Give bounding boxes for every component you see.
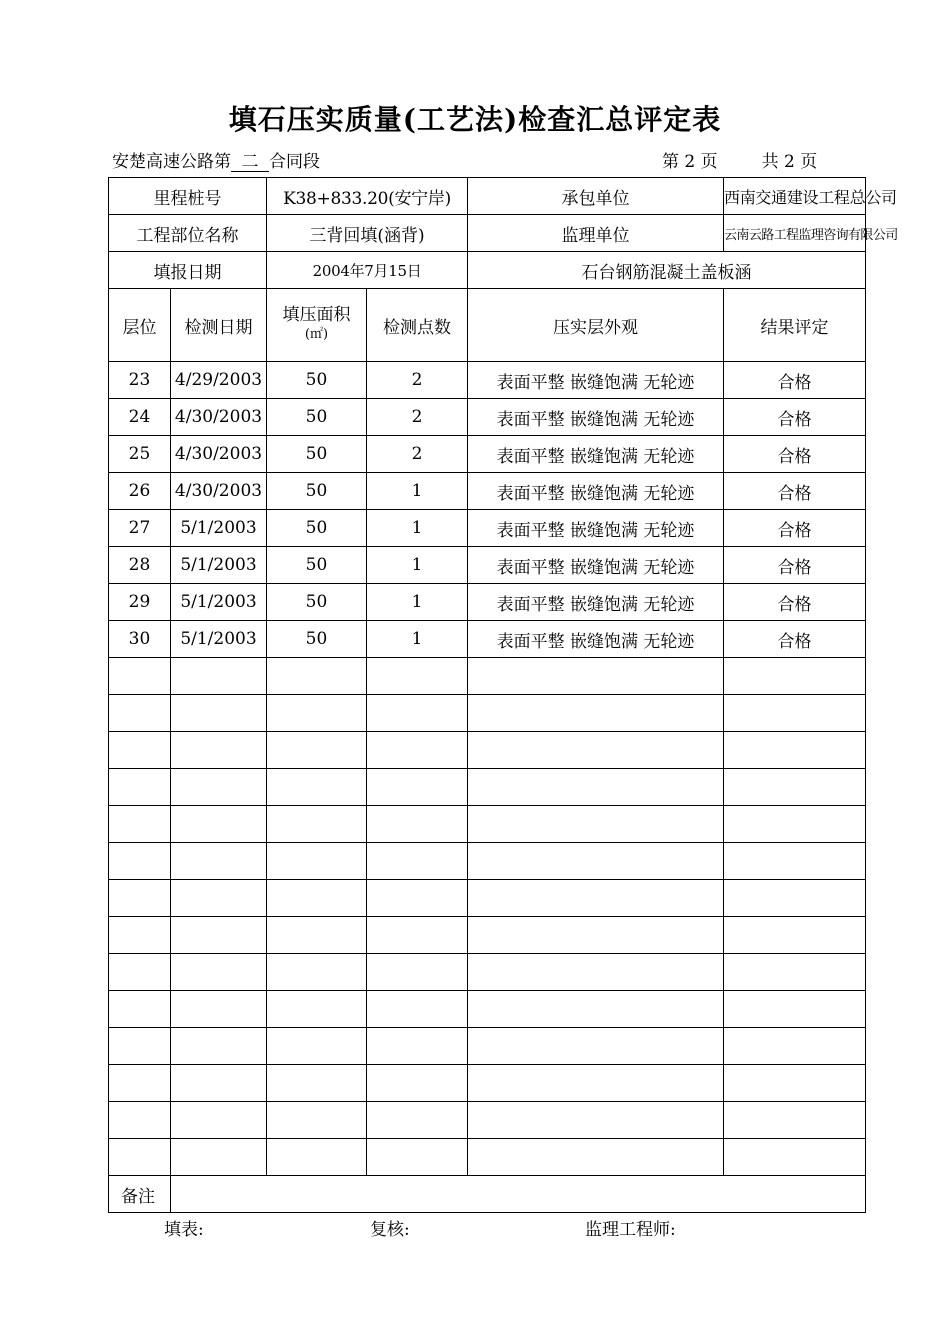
empty-cell — [468, 917, 724, 954]
empty-cell — [109, 917, 171, 954]
empty-cell — [724, 1065, 866, 1102]
empty-cell — [267, 1102, 367, 1139]
col-points: 检测点数 — [367, 289, 468, 362]
empty-cell — [724, 917, 866, 954]
cell-date: 4/30/2003 — [171, 436, 267, 473]
table-row — [109, 473, 866, 510]
empty-cell — [468, 806, 724, 843]
table-row — [109, 547, 866, 584]
empty-cell — [109, 1028, 171, 1065]
header-row-station — [109, 178, 866, 215]
cell-appearance: 表面平整 嵌缝饱满 无轮迹 — [468, 399, 724, 436]
empty-row — [109, 732, 866, 769]
station-value: K38+833.20(安宁岸) — [267, 178, 468, 215]
empty-cell — [724, 991, 866, 1028]
empty-cell — [468, 954, 724, 991]
cell-area: 50 — [267, 362, 367, 399]
cell-appearance: 表面平整 嵌缝饱满 无轮迹 — [468, 473, 724, 510]
empty-cell — [468, 1102, 724, 1139]
empty-cell — [367, 658, 468, 695]
empty-cell — [267, 954, 367, 991]
empty-cell — [267, 806, 367, 843]
empty-cell — [367, 991, 468, 1028]
empty-cell — [468, 1065, 724, 1102]
empty-cell — [109, 991, 171, 1028]
empty-cell — [267, 732, 367, 769]
empty-cell — [171, 991, 267, 1028]
contractor-value: 西南交通建设工程总公司 — [724, 178, 866, 215]
empty-cell — [267, 1065, 367, 1102]
empty-cell — [109, 769, 171, 806]
empty-cell — [724, 954, 866, 991]
cell-appearance: 表面平整 嵌缝饱满 无轮迹 — [468, 547, 724, 584]
cell-area: 50 — [267, 584, 367, 621]
col-area — [267, 289, 367, 362]
cell-layer: 25 — [109, 436, 171, 473]
empty-cell — [109, 880, 171, 917]
cell-layer: 27 — [109, 510, 171, 547]
cell-appearance: 表面平整 嵌缝饱满 无轮迹 — [468, 510, 724, 547]
empty-cell — [109, 954, 171, 991]
table-row — [109, 399, 866, 436]
empty-cell — [109, 658, 171, 695]
empty-cell — [468, 880, 724, 917]
empty-cell — [468, 1139, 724, 1176]
col-date: 检测日期 — [171, 289, 267, 362]
empty-cell — [724, 843, 866, 880]
empty-cell — [724, 1102, 866, 1139]
cell-appearance: 表面平整 嵌缝饱满 无轮迹 — [468, 436, 724, 473]
empty-row — [109, 843, 866, 880]
empty-cell — [367, 732, 468, 769]
table-row — [109, 621, 866, 658]
empty-row — [109, 695, 866, 732]
empty-row — [109, 917, 866, 954]
remark-value — [171, 1176, 866, 1213]
col-area-label: 填压面积 — [282, 305, 351, 325]
remark-label: 备注 — [109, 1176, 171, 1213]
empty-cell — [724, 1028, 866, 1065]
empty-cell — [468, 769, 724, 806]
section-number: 二 — [231, 153, 269, 172]
cell-date: 4/30/2003 — [171, 473, 267, 510]
empty-row — [109, 991, 866, 1028]
table-row — [109, 362, 866, 399]
cell-area: 50 — [267, 436, 367, 473]
column-header-row — [109, 289, 866, 362]
empty-cell — [171, 954, 267, 991]
empty-cell — [724, 806, 866, 843]
empty-row — [109, 1065, 866, 1102]
supervisor-label: 监理单位 — [468, 215, 724, 252]
engineer-label: 监理工程师: — [585, 1220, 676, 1240]
filled-by-label: 填表: — [164, 1220, 204, 1240]
part-label: 工程部位名称 — [109, 215, 267, 252]
project-prefix: 安楚高速公路第 — [112, 152, 231, 172]
empty-row — [109, 1028, 866, 1065]
reviewed-by-label: 复核: — [370, 1220, 410, 1240]
empty-cell — [171, 880, 267, 917]
col-layer: 层位 — [109, 289, 171, 362]
empty-cell — [724, 732, 866, 769]
cell-result: 合格 — [724, 547, 866, 584]
cell-date: 5/1/2003 — [171, 547, 267, 584]
cell-points: 1 — [367, 473, 468, 510]
empty-cell — [367, 880, 468, 917]
empty-cell — [367, 806, 468, 843]
empty-row — [109, 1139, 866, 1176]
date-value: 2004年7月15日 — [267, 252, 468, 289]
cell-result: 合格 — [724, 621, 866, 658]
empty-row — [109, 806, 866, 843]
empty-cell — [724, 769, 866, 806]
empty-cell — [724, 1139, 866, 1176]
cell-appearance: 表面平整 嵌缝饱满 无轮迹 — [468, 362, 724, 399]
form-title: 填石压实质量(工艺法)检查汇总评定表 — [228, 103, 722, 136]
empty-cell — [109, 1065, 171, 1102]
empty-row — [109, 1102, 866, 1139]
cell-points: 1 — [367, 547, 468, 584]
page-info — [662, 147, 817, 172]
empty-row — [109, 954, 866, 991]
empty-cell — [367, 1065, 468, 1102]
empty-row — [109, 880, 866, 917]
cell-points: 2 — [367, 436, 468, 473]
cell-area: 50 — [267, 621, 367, 658]
empty-cell — [171, 917, 267, 954]
cell-points: 1 — [367, 621, 468, 658]
cell-date: 4/30/2003 — [171, 399, 267, 436]
empty-cell — [468, 991, 724, 1028]
empty-cell — [109, 806, 171, 843]
empty-cell — [267, 917, 367, 954]
cell-area: 50 — [267, 510, 367, 547]
cell-appearance: 表面平整 嵌缝饱满 无轮迹 — [468, 621, 724, 658]
empty-cell — [468, 732, 724, 769]
cell-area: 50 — [267, 473, 367, 510]
cell-appearance: 表面平整 嵌缝饱满 无轮迹 — [468, 584, 724, 621]
empty-cell — [171, 1065, 267, 1102]
empty-cell — [468, 658, 724, 695]
empty-cell — [267, 880, 367, 917]
empty-cell — [171, 1028, 267, 1065]
empty-cell — [109, 1102, 171, 1139]
empty-cell — [267, 1139, 367, 1176]
project-line — [112, 147, 320, 172]
empty-cell — [171, 732, 267, 769]
empty-cell — [171, 658, 267, 695]
cell-area: 50 — [267, 399, 367, 436]
empty-cell — [367, 843, 468, 880]
contractor-label: 承包单位 — [468, 178, 724, 215]
cell-date: 5/1/2003 — [171, 584, 267, 621]
header-row-part — [109, 215, 866, 252]
col-area-unit: (㎡) — [304, 327, 329, 342]
cell-layer: 24 — [109, 399, 171, 436]
empty-cell — [109, 843, 171, 880]
empty-cell — [724, 658, 866, 695]
empty-cell — [171, 1139, 267, 1176]
empty-cell — [367, 1028, 468, 1065]
date-label: 填报日期 — [109, 252, 267, 289]
cell-points: 1 — [367, 584, 468, 621]
col-appearance: 压实层外观 — [468, 289, 724, 362]
empty-cell — [367, 769, 468, 806]
cell-date: 4/29/2003 — [171, 362, 267, 399]
cell-result: 合格 — [724, 362, 866, 399]
cell-points: 2 — [367, 399, 468, 436]
empty-cell — [171, 1102, 267, 1139]
structure-value: 石台钢筋混凝土盖板涵 — [468, 252, 866, 289]
empty-cell — [171, 806, 267, 843]
empty-cell — [367, 1102, 468, 1139]
empty-row — [109, 769, 866, 806]
project-suffix: 合同段 — [269, 152, 320, 172]
empty-cell — [267, 658, 367, 695]
cell-result: 合格 — [724, 436, 866, 473]
empty-cell — [171, 843, 267, 880]
cell-layer: 30 — [109, 621, 171, 658]
empty-cell — [267, 769, 367, 806]
empty-cell — [367, 917, 468, 954]
empty-cell — [267, 843, 367, 880]
empty-cell — [724, 695, 866, 732]
empty-cell — [171, 695, 267, 732]
page-total: 共 2 页 — [761, 152, 818, 172]
station-label: 里程桩号 — [109, 178, 267, 215]
empty-cell — [267, 991, 367, 1028]
cell-layer: 29 — [109, 584, 171, 621]
page-number: 第 2 页 — [662, 152, 718, 172]
table-row — [109, 584, 866, 621]
cell-result: 合格 — [724, 473, 866, 510]
empty-cell — [171, 769, 267, 806]
empty-cell — [267, 695, 367, 732]
empty-cell — [468, 843, 724, 880]
empty-cell — [367, 695, 468, 732]
empty-cell — [468, 1028, 724, 1065]
empty-cell — [267, 1028, 367, 1065]
table-row — [109, 436, 866, 473]
inspection-table — [108, 177, 898, 1213]
empty-cell — [367, 1139, 468, 1176]
empty-cell — [109, 1139, 171, 1176]
part-value: 三背回填(涵背) — [267, 215, 468, 252]
cell-date: 5/1/2003 — [171, 621, 267, 658]
table-row — [109, 510, 866, 547]
cell-result: 合格 — [724, 584, 866, 621]
cell-layer: 26 — [109, 473, 171, 510]
empty-cell — [724, 880, 866, 917]
cell-date: 5/1/2003 — [171, 510, 267, 547]
header-row-date — [109, 252, 866, 289]
cell-layer: 28 — [109, 547, 171, 584]
cell-result: 合格 — [724, 510, 866, 547]
empty-cell — [468, 695, 724, 732]
empty-cell — [367, 954, 468, 991]
remark-row — [109, 1176, 866, 1213]
empty-row — [109, 658, 866, 695]
cell-area: 50 — [267, 547, 367, 584]
supervisor-value: 云南云路工程监理咨询有限公司 — [724, 215, 866, 252]
cell-layer: 23 — [109, 362, 171, 399]
cell-points: 2 — [367, 362, 468, 399]
cell-result: 合格 — [724, 399, 866, 436]
cell-points: 1 — [367, 510, 468, 547]
col-result: 结果评定 — [724, 289, 866, 362]
empty-cell — [109, 695, 171, 732]
empty-cell — [109, 732, 171, 769]
